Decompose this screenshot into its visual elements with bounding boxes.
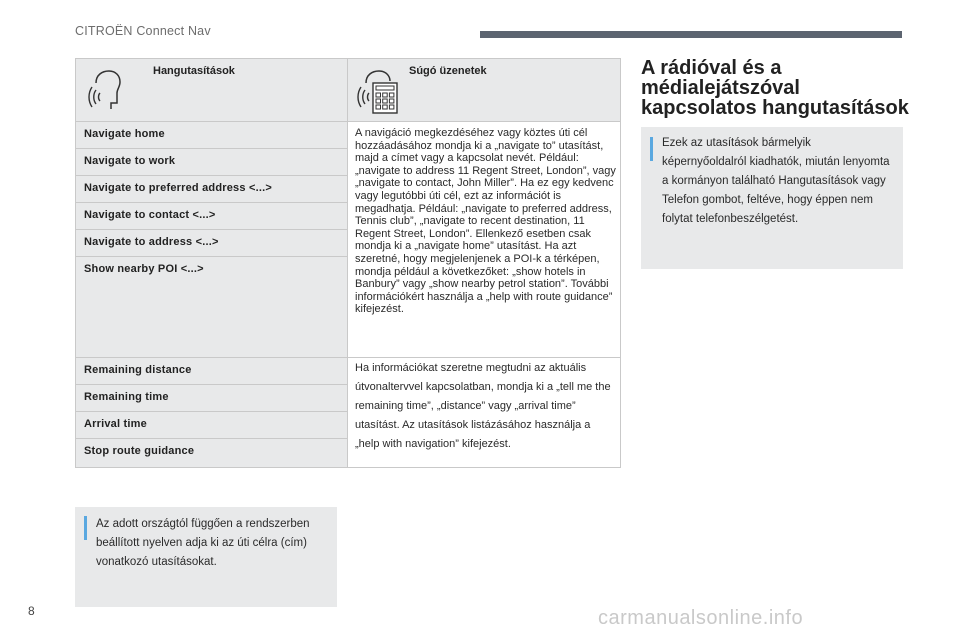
help-keypad-icon [356, 69, 400, 115]
command-cell [76, 176, 348, 203]
header-cell-commands [76, 59, 348, 122]
table-row [76, 358, 621, 385]
info-note-bar [650, 137, 653, 161]
command-cell [76, 122, 348, 149]
command-cell [76, 230, 348, 257]
command-label: Navigate to work [84, 155, 176, 167]
command-label: Remaining time [84, 391, 169, 403]
command-label: Arrival time [84, 418, 147, 430]
voice-command-icon [88, 69, 122, 113]
header-bar [480, 31, 902, 38]
command-label: Navigate to contact <...> [84, 209, 216, 221]
header-title: CITROËN Connect Nav [75, 24, 211, 38]
command-label: Stop route guidance [84, 445, 195, 457]
command-cell [76, 149, 348, 176]
command-label: Navigate to address <...> [84, 236, 219, 248]
table-header-row [76, 59, 621, 122]
watermark: carmanualsonline.info [598, 607, 804, 629]
page-number: 8 [28, 604, 35, 618]
command-label: Navigate to preferred address <...> [84, 182, 272, 194]
command-label: Show nearby POI <...> [84, 263, 204, 275]
command-label: Navigate home [84, 128, 165, 140]
info-note-text: Az adott országtól függően a rendszerben beállított nyelven adja ki az úti célra (cím) vonatkozó utasításokat. [96, 518, 310, 568]
table-row [76, 122, 621, 149]
column-header-commands: Hangutasítások [153, 65, 235, 77]
info-note-text: Ezek az utasítások bármelyik képernyőoldalról kiadhatók, miután lenyomta a kormányon található Hangutasítások vagy Telefon gombot, feltéve, hogy éppen nem folytat telefonbeszélgetést. [662, 137, 890, 225]
command-cell [76, 385, 348, 412]
voice-command-table [75, 58, 621, 468]
section-title: A rádióval és a médialejátszóval kapcsolatos hangutasítások [641, 57, 909, 119]
help-text-navigation: A navigáció megkezdéséhez vagy köztes úti cél hozzáadásához mondja ki a „navigate to” utasítást, majd a címet vagy a kapcsolat nevét. Például: „navigate to address 11 Regent Street, London”, vagy „navigate to contact, John Miller”. Ha ez egy kedvenc vagy legutóbbi úti cél, ezt az információt is megadhatja. Például: „navigate to preferred address, Tennis club”, „navigate to recent destination, 11 Regent Street, London”. Ellenkező esetben csak mondja ki a „navigate home” utasítást. Ha azt szeretné, hogy megjelenjenek a POI-k a térképen, mondja például a következőket: „show hotels in Banbury” vagy „show nearby petrol station”. További információkért használja a „help with route guidance” kifejezést. [348, 122, 621, 358]
command-label: Remaining distance [84, 364, 192, 376]
info-note-radio [641, 127, 903, 269]
help-text-route: Ha információkat szeretne megtudni az aktuális útvonaltervvel kapcsolatban, mondja ki a „tell me the remaining time”, „distance” vagy „arrival time” utasítást. Az utasítások listázásához használja a „help with navigation” kifejezést. [348, 358, 621, 468]
info-note-bar [84, 516, 87, 540]
command-cell [76, 358, 348, 385]
command-cell [76, 439, 348, 468]
command-cell [76, 412, 348, 439]
header-cell-help [348, 59, 621, 122]
column-header-help: Súgó üzenetek [409, 65, 487, 77]
command-cell [76, 203, 348, 230]
command-cell [76, 257, 348, 358]
info-note-language [75, 507, 337, 607]
